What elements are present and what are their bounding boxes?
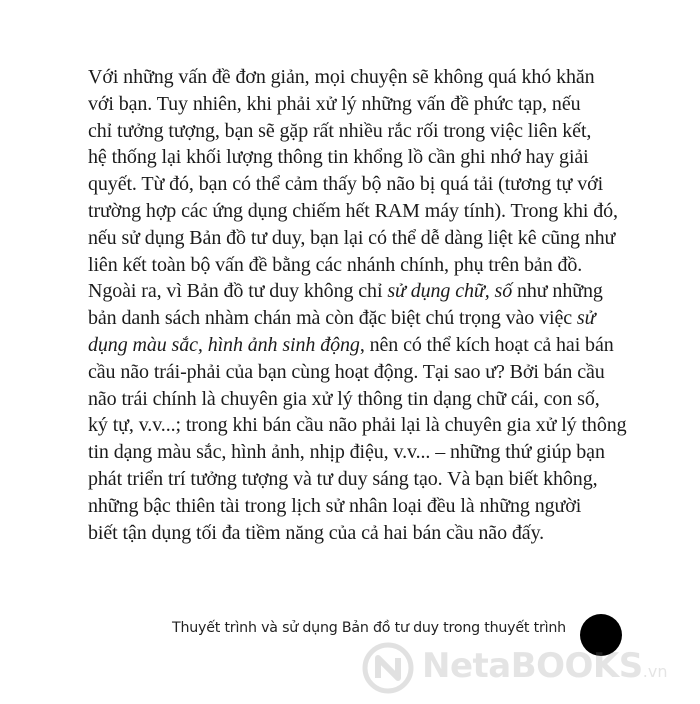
text-segment: , nên có thể kích hoạt cả hai bán: [359, 333, 614, 356]
italic-text-segment: sử: [576, 307, 596, 330]
text-line: [88, 359, 648, 386]
text-segment: biết tận dụng tối đa tiềm năng của cả hai bán cầu não đấy.: [88, 521, 545, 544]
text-line: [88, 386, 648, 413]
text-segment: quyết. Từ đó, bạn có thể cảm thấy bộ não bị quá tải (tương tự với: [88, 173, 604, 196]
text-segment: chỉ tưởng tượng, bạn sẽ gặp rất nhiều rắc rối trong việc liên kết,: [88, 119, 592, 142]
running-footer: Thuyết trình và sử dụng Bản đồ tư duy trong thuyết trình: [172, 620, 566, 636]
text-segment: với bạn. Tuy nhiên, khi phải xử lý những vấn đề phức tạp, nếu: [88, 92, 581, 115]
text-line: [88, 412, 648, 439]
text-segment: ký tự, v.v...; trong khi bán cầu não phải lại là chuyên gia xử lý thông: [88, 414, 627, 437]
watermark-brand: NetaBOOKS: [422, 646, 643, 686]
text-line: [88, 225, 648, 252]
text-segment: phát triển trí tưởng tượng và tư duy sáng tạo. Và bạn biết không,: [88, 467, 598, 490]
text-line: [88, 198, 648, 225]
text-line: [88, 171, 648, 198]
text-line: [88, 493, 648, 520]
watermark-suffix: .vn: [642, 662, 668, 681]
text-line: [88, 278, 648, 305]
text-line: [88, 520, 648, 547]
text-segment: tin dạng màu sắc, hình ảnh, nhịp điệu, v.v... – những thứ giúp bạn: [88, 441, 605, 464]
text-line: [88, 118, 648, 145]
text-line: [88, 252, 648, 279]
text-segment: bản danh sách nhàm chán mà còn đặc biệt chú trọng vào việc: [88, 307, 577, 330]
watermark-text: [422, 646, 667, 686]
text-segment: trường hợp các ứng dụng chiếm hết RAM máy tính). Trong khi đó,: [88, 199, 618, 222]
text-line: [88, 91, 648, 118]
text-line: [88, 144, 648, 171]
text-line: [88, 332, 648, 359]
text-line: [88, 64, 648, 91]
text-segment: như những: [512, 280, 603, 303]
text-segment: não trái chính là chuyên gia xử lý thông tin dạng chữ cái, con số,: [88, 387, 600, 410]
italic-text-segment: dụng màu sắc, hình ảnh sinh động: [88, 333, 360, 356]
text-segment: cầu não trái-phải của bạn cùng hoạt động. Tại sao ư? Bởi bán cầu: [88, 360, 605, 383]
italic-text-segment: sử dụng chữ, số: [387, 280, 513, 303]
text-segment: hệ thống lại khối lượng thông tin khổng lồ cần ghi nhớ hay giải: [88, 146, 589, 169]
netabooks-watermark: [362, 640, 692, 694]
text-line: [88, 466, 648, 493]
text-segment: Với những vấn đề đơn giản, mọi chuyện sẽ không quá khó khăn: [88, 66, 595, 88]
text-segment: những bậc thiên tài trong lịch sử nhân loại đều là những người: [88, 494, 582, 517]
text-segment: nếu sử dụng Bản đồ tư duy, bạn lại có thể dễ dàng liệt kê cũng như: [88, 226, 616, 249]
text-segment: liên kết toàn bộ vấn đề bằng các nhánh chính, phụ trên bản đồ.: [88, 253, 583, 276]
text-segment: Ngoài ra, vì Bản đồ tư duy không chỉ: [88, 280, 388, 303]
n-logo-icon: [362, 642, 414, 694]
body-paragraph: [88, 64, 648, 546]
text-line: [88, 305, 648, 332]
text-line: [88, 439, 648, 466]
